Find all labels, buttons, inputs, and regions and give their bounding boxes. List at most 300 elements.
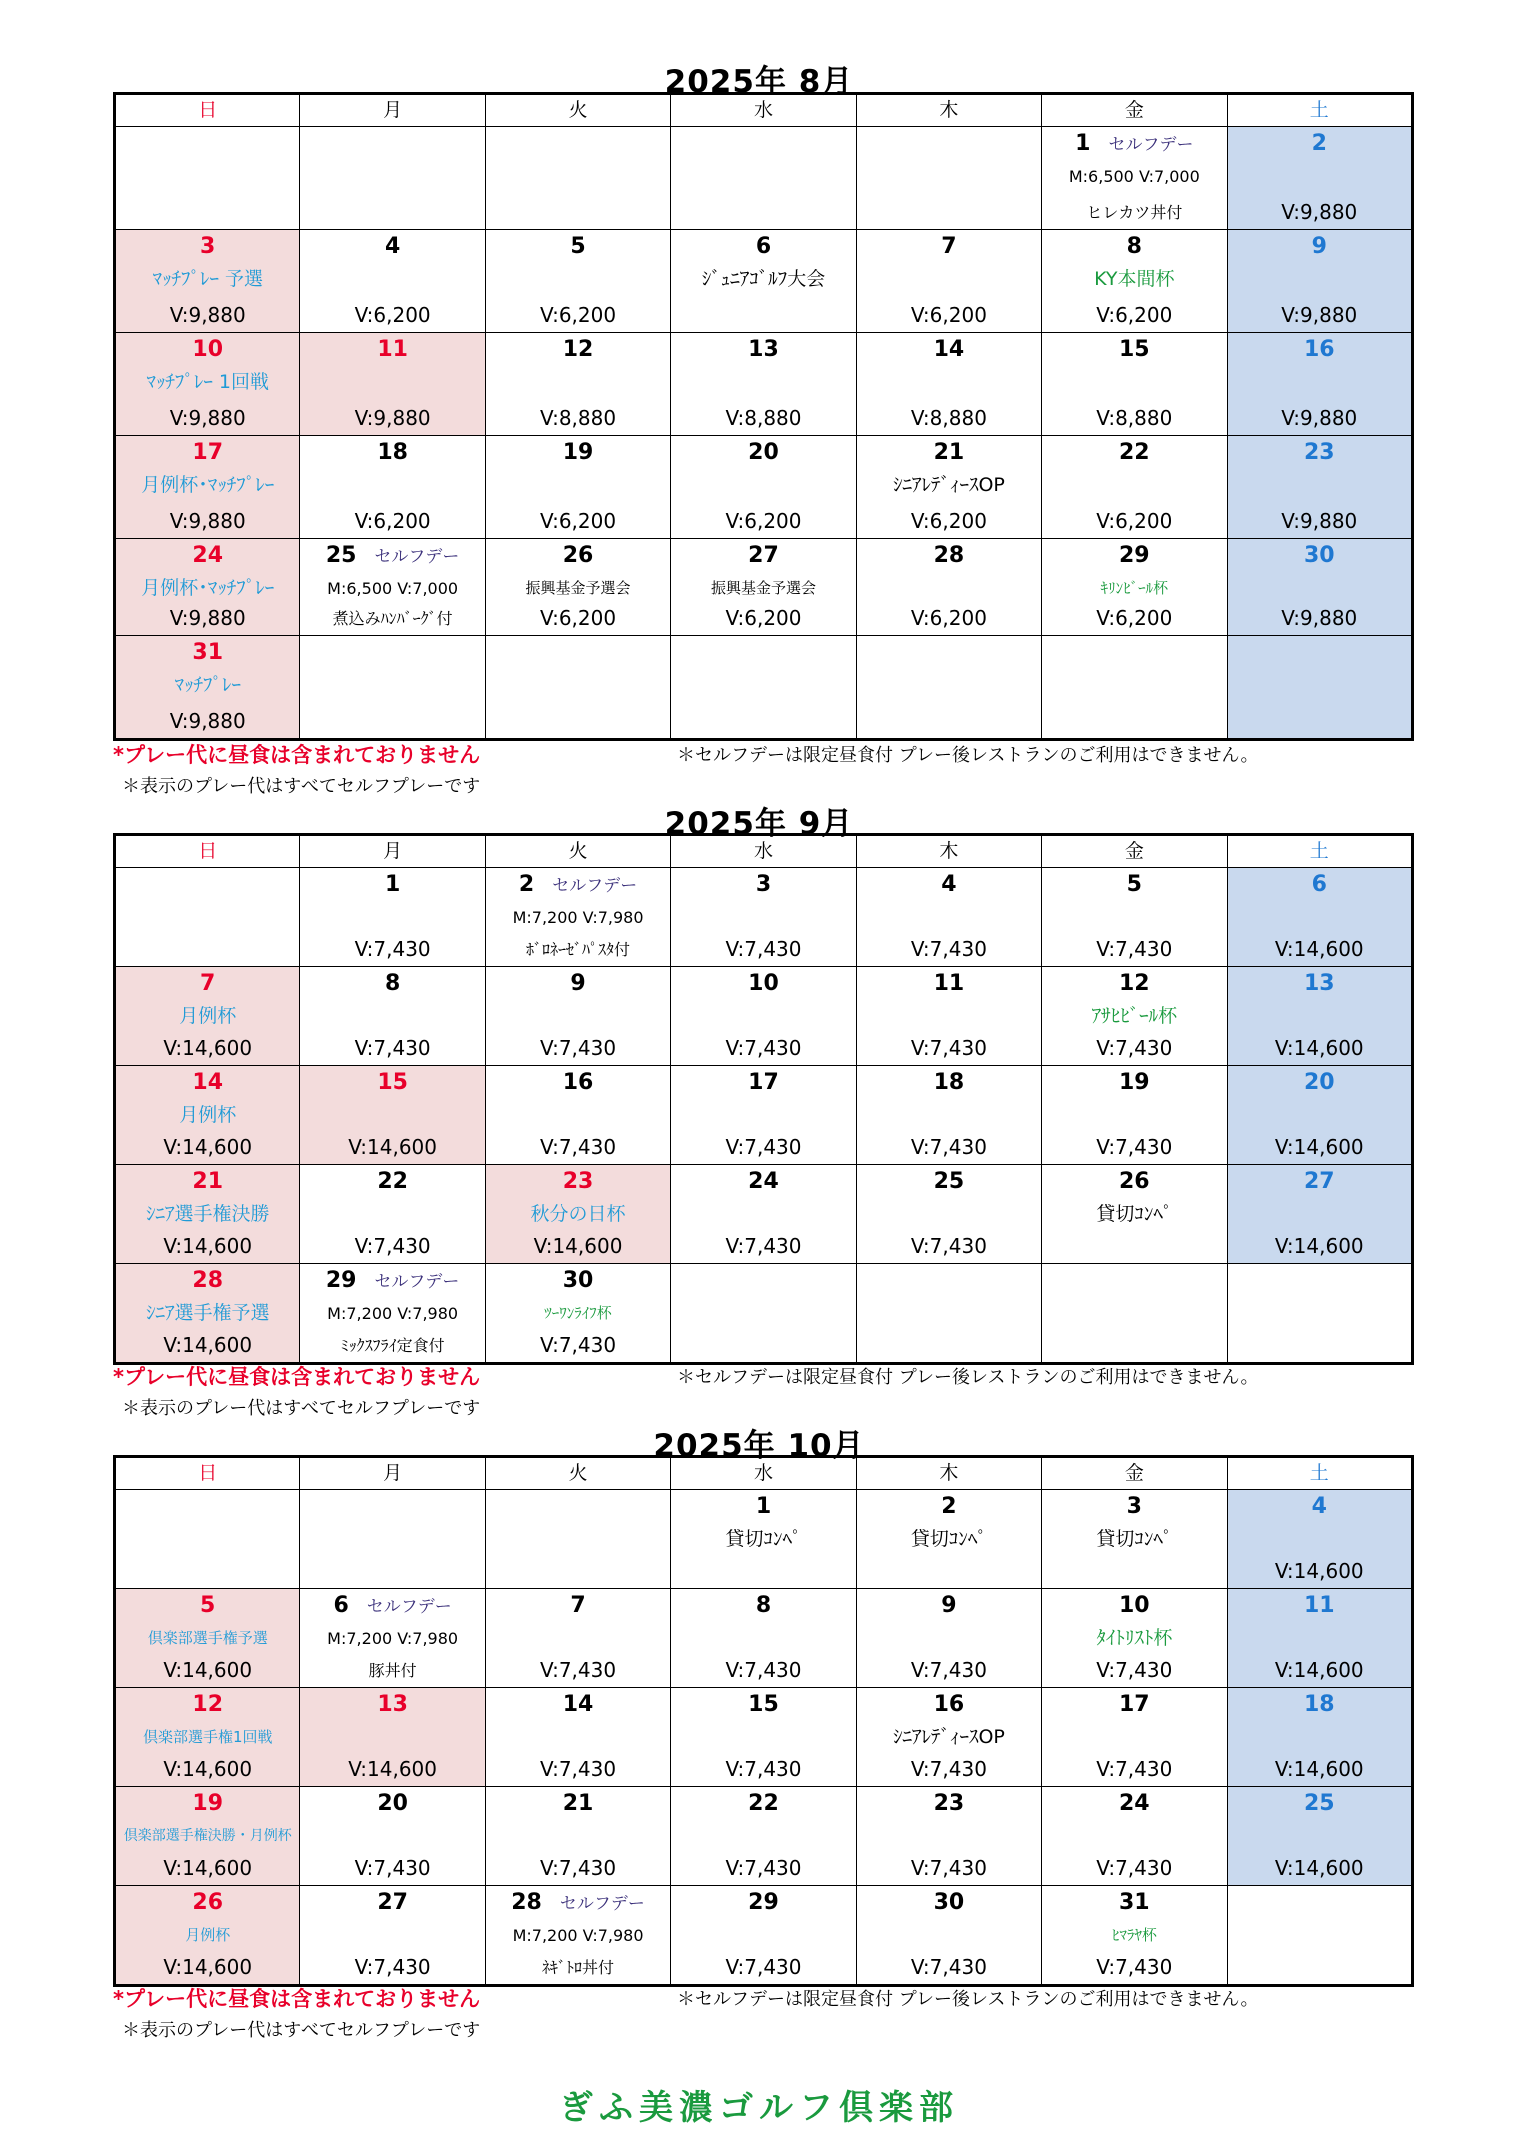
day-cell-content [1228, 1066, 1411, 1164]
club-name-footer: ぎふ美濃ゴルフ倶楽部 [559, 2088, 959, 2128]
day-cell [115, 1490, 300, 1589]
day-cell-content [300, 333, 484, 435]
day-number: 22 [1119, 440, 1150, 465]
day-cell-content [300, 1165, 484, 1263]
play-fee: V:14,600 [163, 1036, 253, 1060]
day-number: 2 [1311, 131, 1327, 156]
event-name: ﾏｯﾁﾌﾟﾚｰ 予選 [152, 268, 263, 290]
lunch-note: *プレー代に昼食は含まれておりません [113, 1987, 481, 2011]
day-number: 3 [200, 234, 216, 259]
day-cell [300, 1787, 485, 1886]
day-cell [1227, 1165, 1412, 1264]
day-cell-content [486, 1886, 670, 1984]
day-cell-content [300, 230, 484, 332]
day-cell-content [1228, 636, 1411, 738]
day-number: 11 [377, 337, 408, 362]
week-row [115, 1490, 1413, 1589]
play-fee: V:7,430 [725, 1658, 802, 1682]
play-fee: V:14,600 [1274, 1559, 1364, 1583]
play-fee: V:14,600 [1274, 1135, 1364, 1159]
play-fee: V:14,600 [1274, 937, 1364, 961]
play-fee: V:6,200 [1096, 509, 1173, 533]
day-cell [671, 436, 856, 539]
day-cell [300, 436, 485, 539]
event-name: ﾂｰﾜﾝﾗｲﾌ杯 [544, 1304, 612, 1322]
day-cell [300, 1264, 485, 1364]
weekday-header-row [115, 835, 1413, 868]
day-cell [485, 967, 670, 1066]
day-cell [856, 436, 1041, 539]
day-cell [115, 230, 300, 333]
day-cell-content [116, 1264, 299, 1362]
day-cell-content [857, 1490, 1041, 1588]
day-cell [485, 1688, 670, 1787]
day-cell [671, 539, 856, 636]
day-cell [671, 230, 856, 333]
day-cell [300, 1886, 485, 1986]
day-number: 22 [748, 1791, 779, 1816]
event-name: ﾏｯﾁﾌﾟﾚｰ 1回戦 [146, 371, 270, 393]
play-fee: V:14,600 [163, 1955, 253, 1979]
play-fee: V:7,430 [1096, 1757, 1173, 1781]
day-number: 3 [1126, 1494, 1142, 1519]
day-cell [115, 1787, 300, 1886]
event-name: 貸切ｺﾝﾍﾟ [1096, 1203, 1173, 1225]
weekday-header-row [115, 94, 1413, 127]
event-name: ｼﾆｱﾚﾃﾞｨｰｽOP [892, 1726, 1005, 1748]
day-cell-content [1042, 230, 1226, 332]
day-cell-content [116, 1688, 299, 1786]
weekday-header: 月 [300, 835, 485, 868]
day-number: 15 [748, 1692, 779, 1717]
event-name: 倶楽部選手権1回戦 [142, 1728, 273, 1746]
day-cell [115, 636, 300, 740]
play-fee: V:14,600 [1274, 1234, 1364, 1258]
day-number [1042, 127, 1226, 160]
play-fee: V:7,430 [540, 1135, 617, 1159]
day-cell [856, 1787, 1041, 1886]
month-title: 2025年 9月 [664, 806, 854, 842]
day-number: 12 [1119, 971, 1150, 996]
self-day-note: ＊セルフデーは限定昼食付 プレー後レストランのご利用はできません。 [677, 1367, 1259, 1388]
day-cell [1042, 967, 1227, 1066]
self-day-price: M:6,500 V:7,000 [327, 579, 459, 598]
day-cell [1227, 1886, 1412, 1986]
weekday-header: 日 [115, 835, 300, 868]
play-fee: V:6,200 [540, 509, 617, 533]
event-name: ｱｻﾋﾋﾞｰﾙ杯 [1091, 1005, 1178, 1027]
day-cell-content [300, 436, 484, 538]
play-fee: V:14,600 [163, 1658, 253, 1682]
self-day-label: セルフデー [552, 876, 638, 896]
day-cell [1042, 333, 1227, 436]
day-cell-content [1042, 436, 1226, 538]
day-cell [671, 636, 856, 740]
play-fee: V:9,880 [354, 406, 431, 430]
day-cell-content [671, 1787, 855, 1885]
event-name: ﾏｯﾁﾌﾟﾚｰ [174, 674, 241, 696]
day-cell [1227, 868, 1412, 967]
day-number: 4 [1311, 1494, 1327, 1519]
day-number: 29 [748, 1890, 779, 1915]
week-row [115, 636, 1413, 740]
day-cell-content [486, 539, 670, 635]
day-cell-content [1228, 1264, 1411, 1362]
day-cell [115, 333, 300, 436]
day-cell [1227, 1787, 1412, 1886]
day-number: 8 [1126, 234, 1142, 259]
self-day-meal: 煮込みﾊﾝﾊﾞｰｸﾞ付 [332, 609, 453, 628]
day-cell [485, 1787, 670, 1886]
day-number: 23 [562, 1169, 594, 1194]
day-cell-content [486, 1688, 670, 1786]
play-fee: V:6,200 [725, 606, 802, 630]
day-cell-content [300, 1787, 484, 1885]
play-fee: V:6,200 [910, 509, 987, 533]
play-fee: V:14,600 [163, 1234, 253, 1258]
day-cell [485, 1490, 670, 1589]
day-cell [671, 1787, 856, 1886]
day-number: 28 [192, 1268, 224, 1293]
day-cell [115, 868, 300, 967]
play-fee: V:7,430 [540, 1036, 617, 1060]
day-cell-content [116, 868, 299, 966]
day-number: 9 [570, 971, 586, 996]
day-cell [115, 1264, 300, 1364]
day-cell-content [486, 868, 670, 966]
day-cell-content [116, 436, 299, 538]
day-cell [1227, 230, 1412, 333]
day-cell [300, 967, 485, 1066]
day-number: 5 [570, 234, 586, 259]
day-cell-content [671, 539, 855, 635]
day-number: 27 [748, 543, 779, 568]
day-number: 3 [755, 872, 772, 897]
day-number: 4 [941, 872, 957, 897]
day-cell [485, 127, 670, 230]
day-cell [856, 967, 1041, 1066]
week-row [115, 333, 1413, 436]
day-cell [1042, 1165, 1227, 1264]
day-cell-content [857, 230, 1041, 332]
day-number-value: 28 [511, 1890, 542, 1915]
day-cell [1227, 967, 1412, 1066]
play-fee: V:7,430 [540, 1658, 617, 1682]
day-cell [1042, 868, 1227, 967]
day-cell-content [857, 127, 1041, 229]
self-day-price: M:6,500 V:7,000 [1068, 167, 1200, 186]
play-fee: V:6,200 [725, 509, 802, 533]
day-number: 14 [562, 1692, 594, 1717]
day-number [486, 1886, 670, 1919]
self-day-price: M:7,200 V:7,980 [512, 908, 644, 927]
weekday-header: 金 [1042, 1457, 1227, 1490]
day-number: 18 [1303, 1692, 1335, 1717]
self-day-note: ＊セルフデーは限定昼食付 プレー後レストランのご利用はできません。 [677, 1989, 1259, 2010]
day-number: 31 [192, 640, 224, 665]
play-fee: V:6,200 [1096, 606, 1173, 630]
event-name: 貸切ｺﾝﾍﾟ [1096, 1528, 1173, 1550]
play-fee: V:7,430 [1096, 1036, 1173, 1060]
day-cell [485, 636, 670, 740]
day-cell [300, 1490, 485, 1589]
play-fee: V:9,880 [169, 406, 246, 430]
day-cell-content [857, 1886, 1041, 1984]
day-cell-content [300, 1264, 484, 1362]
day-cell-content [1228, 539, 1411, 635]
day-cell [300, 230, 485, 333]
day-cell [300, 539, 485, 636]
play-fee: V:14,600 [348, 1757, 438, 1781]
day-cell [671, 1264, 856, 1364]
week-row [115, 967, 1413, 1066]
play-fee: V:7,430 [910, 1135, 987, 1159]
play-fee: V:9,880 [1281, 606, 1358, 630]
play-fee: V:7,430 [910, 1234, 987, 1258]
day-number: 28 [933, 543, 965, 568]
day-cell [856, 1490, 1041, 1589]
day-cell-content [1228, 127, 1411, 229]
day-cell-content [1042, 539, 1226, 635]
day-cell [115, 1165, 300, 1264]
weekday-header: 木 [856, 1457, 1041, 1490]
day-cell-content [857, 868, 1041, 966]
day-cell-content [1042, 1264, 1226, 1362]
day-cell [485, 1264, 670, 1364]
day-cell-content [300, 868, 484, 966]
day-cell-content [857, 1165, 1041, 1263]
day-cell [115, 1066, 300, 1165]
day-cell [1227, 436, 1412, 539]
play-fee: V:7,430 [910, 1955, 987, 1979]
day-cell-content [116, 1787, 299, 1885]
day-cell [856, 1886, 1041, 1986]
play-fee: V:7,430 [540, 1856, 617, 1880]
play-fee: V:14,600 [1274, 1658, 1364, 1682]
play-fee: V:7,430 [540, 1333, 617, 1357]
day-cell [300, 1165, 485, 1264]
self-day-note: ＊セルフデーは限定昼食付 プレー後レストランのご利用はできません。 [677, 745, 1259, 766]
day-cell-content [857, 539, 1041, 635]
weekday-header: 日 [115, 1457, 300, 1490]
day-cell-content [857, 1264, 1041, 1362]
day-cell-content [1228, 333, 1411, 435]
day-cell-content [1228, 1165, 1411, 1263]
week-row [115, 539, 1413, 636]
day-number: 21 [562, 1791, 594, 1816]
day-number: 7 [200, 971, 216, 996]
day-number: 1 [384, 872, 401, 897]
play-fee: V:7,430 [725, 937, 802, 961]
play-fee: V:7,430 [910, 1856, 987, 1880]
day-number: 15 [1119, 337, 1150, 362]
play-fee: V:6,200 [910, 606, 987, 630]
weekday-header: 月 [300, 1457, 485, 1490]
day-cell-content [116, 1589, 299, 1687]
play-fee: V:14,600 [348, 1135, 438, 1159]
price-note: ＊表示のプレー代はすべてセルフプレーです [122, 2020, 481, 2041]
day-number: 30 [1303, 543, 1335, 568]
weekday-header: 水 [671, 835, 856, 868]
month-calendar-table [113, 833, 1414, 1365]
day-cell-content [116, 230, 299, 332]
day-cell [1042, 1589, 1227, 1688]
day-cell [485, 1886, 670, 1986]
week-row [115, 230, 1413, 333]
play-fee: V:7,430 [725, 1757, 802, 1781]
day-number: 19 [562, 440, 594, 465]
month-title: 2025年 8月 [664, 64, 854, 100]
day-cell [1042, 1490, 1227, 1589]
day-number-value: 2 [518, 872, 535, 897]
day-cell-content [1042, 1490, 1226, 1588]
day-number: 21 [192, 1169, 224, 1194]
weekday-header: 木 [856, 94, 1041, 127]
self-day-label: セルフデー [559, 1894, 645, 1914]
play-fee: V:7,430 [725, 1135, 802, 1159]
day-cell [115, 967, 300, 1066]
self-day-label: セルフデー [1108, 135, 1194, 155]
day-cell-content [300, 1589, 484, 1687]
event-name: ﾀｲﾄﾘｽﾄ杯 [1096, 1627, 1173, 1649]
play-fee: V:7,430 [354, 1234, 431, 1258]
play-fee: V:7,430 [540, 1757, 617, 1781]
day-cell-content [486, 967, 670, 1065]
day-cell-content [857, 1787, 1041, 1885]
play-fee: V:7,430 [1096, 1135, 1173, 1159]
weekday-header-row [115, 1457, 1413, 1490]
day-cell-content [671, 636, 855, 738]
day-cell-content [300, 127, 484, 229]
price-note: ＊表示のプレー代はすべてセルフプレーです [122, 1398, 481, 1419]
day-cell-content [1228, 230, 1411, 332]
day-cell [485, 436, 670, 539]
play-fee: V:7,430 [1096, 1658, 1173, 1682]
day-cell [856, 333, 1041, 436]
day-cell [300, 333, 485, 436]
day-cell [115, 1589, 300, 1688]
day-number: 10 [748, 971, 779, 996]
day-number-value: 25 [325, 543, 357, 568]
day-cell-content [1042, 1688, 1226, 1786]
day-cell-content [300, 1886, 484, 1984]
month-calendar-table [113, 1455, 1414, 1987]
lunch-note: *プレー代に昼食は含まれておりません [113, 1365, 481, 1389]
day-cell [856, 1264, 1041, 1364]
day-number: 25 [933, 1169, 965, 1194]
day-cell-content [116, 127, 299, 229]
day-number: 8 [384, 971, 401, 996]
day-number-value: 1 [1075, 131, 1091, 156]
weekday-header: 火 [485, 94, 670, 127]
self-day-meal: ヒレカツ丼付 [1086, 203, 1183, 222]
day-number: 6 [1311, 872, 1327, 897]
play-fee: V:7,430 [910, 1757, 987, 1781]
play-fee: V:9,880 [169, 303, 246, 327]
week-row [115, 1589, 1413, 1688]
day-cell-content [300, 1490, 484, 1588]
day-cell-content [1228, 1787, 1411, 1885]
play-fee: V:7,430 [1096, 1856, 1173, 1880]
weekday-header: 月 [300, 94, 485, 127]
day-cell-content [1042, 127, 1226, 229]
day-cell-content [486, 230, 670, 332]
weekday-header: 日 [115, 94, 300, 127]
day-cell [1042, 1264, 1227, 1364]
play-fee: V:7,430 [725, 1955, 802, 1979]
day-cell-content [1228, 868, 1411, 966]
play-fee: V:8,880 [540, 406, 617, 430]
day-cell [1227, 1589, 1412, 1688]
day-number: 20 [377, 1791, 408, 1816]
day-number: 4 [384, 234, 401, 259]
day-cell-content [116, 636, 299, 738]
day-cell [671, 333, 856, 436]
day-cell [1042, 1886, 1227, 1986]
day-cell [671, 1589, 856, 1688]
weekday-header: 水 [671, 1457, 856, 1490]
week-row [115, 1165, 1413, 1264]
day-cell-content [671, 1490, 855, 1588]
day-cell-content [300, 1066, 484, 1164]
day-cell-content [1228, 436, 1411, 538]
day-number: 16 [933, 1692, 965, 1717]
day-cell-content [116, 967, 299, 1065]
day-cell-content [1042, 333, 1226, 435]
event-name: ｼﾆｱﾚﾃﾞｨｰｽOP [892, 474, 1005, 496]
day-cell-content [300, 539, 484, 635]
day-cell-content [857, 1688, 1041, 1786]
day-cell [856, 1688, 1041, 1787]
day-cell-content [671, 967, 855, 1065]
play-fee: V:14,600 [1274, 1757, 1364, 1781]
day-cell-content [486, 1787, 670, 1885]
event-name: 月例杯 [185, 1926, 231, 1944]
day-cell-content [671, 1688, 855, 1786]
play-fee: V:9,880 [169, 606, 246, 630]
day-cell-content [1228, 1589, 1411, 1687]
day-cell [856, 230, 1041, 333]
day-cell-content [671, 868, 855, 966]
day-number: 16 [1303, 337, 1335, 362]
day-number: 19 [1119, 1070, 1150, 1095]
week-row [115, 127, 1413, 230]
play-fee: V:14,600 [1274, 1036, 1364, 1060]
day-number: 14 [192, 1070, 224, 1095]
day-cell-content [486, 636, 670, 738]
day-number: 17 [192, 440, 224, 465]
day-number: 15 [377, 1070, 408, 1095]
day-number [300, 1264, 484, 1297]
day-cell [1227, 1490, 1412, 1589]
day-cell [485, 333, 670, 436]
day-cell [485, 1066, 670, 1165]
play-fee: V:14,600 [163, 1135, 253, 1159]
day-cell-content [116, 1490, 299, 1588]
day-number: 2 [941, 1494, 957, 1519]
day-number: 14 [933, 337, 965, 362]
day-cell [856, 127, 1041, 230]
event-name: ｼﾆｱ選手権予選 [145, 1302, 270, 1324]
day-cell-content [671, 333, 855, 435]
weekday-header: 土 [1227, 1457, 1412, 1490]
day-cell-content [857, 1589, 1041, 1687]
lunch-note: *プレー代に昼食は含まれておりません [113, 743, 481, 767]
week-row [115, 868, 1413, 967]
day-number: 13 [377, 1692, 408, 1717]
day-number: 11 [1303, 1593, 1335, 1618]
day-cell [1042, 127, 1227, 230]
